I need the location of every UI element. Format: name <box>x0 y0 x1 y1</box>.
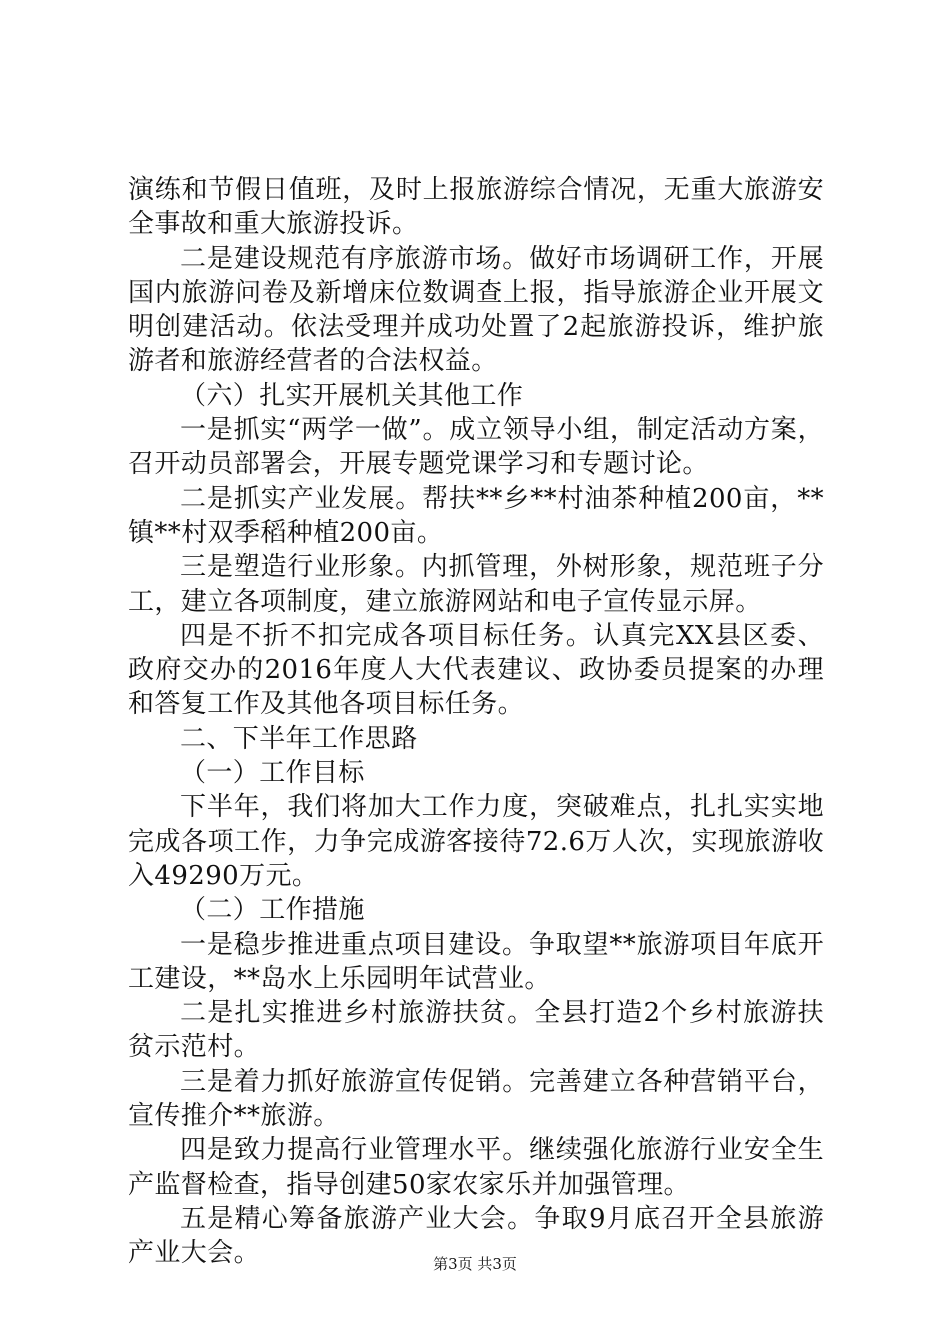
paragraph-continuation: 演练和节假日值班，及时上报旅游综合情况，无重大旅游安全事故和重大旅游投诉。 <box>128 175 824 240</box>
paragraph-projects: 一是稳步推进重点项目建设。争取望**旅游项目年底开工建设，**岛水上乐园明年试营业。 <box>128 929 824 994</box>
paragraph-industry: 二是抓实产业发展。帮扶**乡**村油茶种植200亩，**镇**村双季稻种植200亩。 <box>128 483 824 548</box>
paragraph-image: 三是塑造行业形象。内抓管理，外树形象，规范班子分工，建立各项制度，建立旅游网站和电子宣传显示屏。 <box>128 552 824 617</box>
document-body <box>128 173 824 1271</box>
subheading-goals: （一）工作目标 <box>180 758 365 789</box>
paragraph-targets: 四是不折不扣完成各项目标任务。认真完XX县区委、政府交办的2016年度人大代表建议、政协委员提案的办理和答复工作及其他各项目标任务。 <box>128 620 824 720</box>
section-heading-second-half: 二、下半年工作思路 <box>180 723 418 754</box>
page-number-footer: 第3页 共3页 <box>433 1255 517 1273</box>
paragraph-poverty: 二是扎实推进乡村旅游扶贫。全县打造2个乡村旅游扶贫示范村。 <box>128 998 824 1063</box>
paragraph-market: 二是建设规范有序旅游市场。做好市场调研工作，开展国内旅游问卷及新增床位数调查上报，指导旅游企业开展文明创建活动。依法受理并成功处置了2起旅游投诉，维护旅游者和旅游经营者的合法权益。 <box>128 243 824 377</box>
paragraph-promotion: 三是着力抓好旅游宣传促销。完善建立各种营销平台，宣传推介**旅游。 <box>128 1066 824 1132</box>
paragraph-conference: 五是精心筹备旅游产业大会。争取9月底召开全县旅游产业大会。 <box>128 1203 824 1269</box>
paragraph-goals: 下半年，我们将加大工作力度，突破难点，扎扎实实地完成各项工作，力争完成游客接待72.6万人次，实现旅游收入49290万元。 <box>128 792 824 891</box>
section-heading-other-work: （六）扎实开展机关其他工作 <box>180 380 524 411</box>
subheading-measures: （二）工作措施 <box>180 895 365 926</box>
paragraph-management: 四是致力提高行业管理水平。继续强化旅游行业安全生产监督检查，指导创建50家农家乐并加强管理。 <box>128 1135 824 1200</box>
paragraph-two-study: 一是抓实“两学一做”。成立领导小组，制定活动方案，召开动员部署会，开展专题党课学习和专题讨论。 <box>128 415 824 480</box>
